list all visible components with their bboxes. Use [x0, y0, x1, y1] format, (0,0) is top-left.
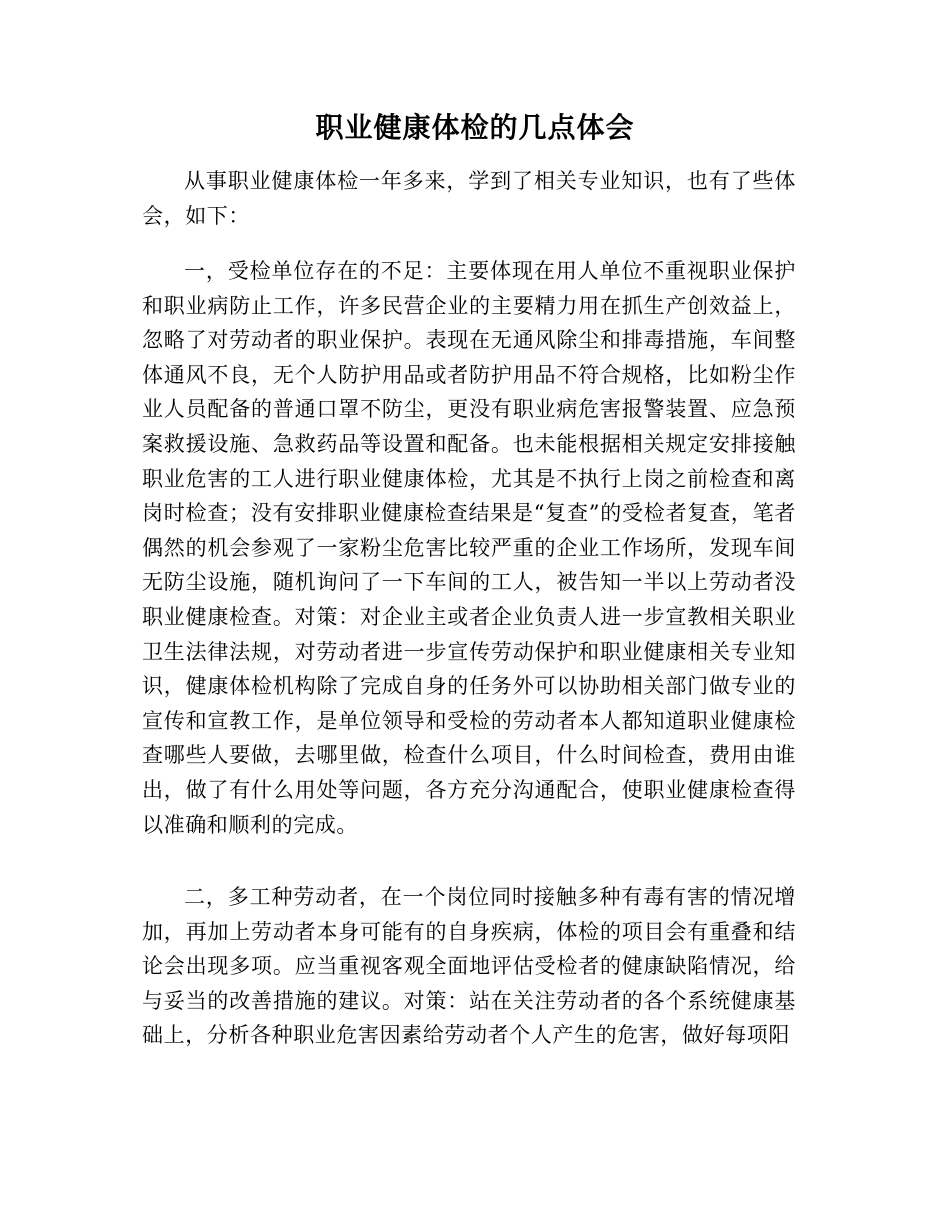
- paragraph-intro: 从事职业健康体检一年多来，学到了相关专业知识，也有了些体会，如下：: [142, 169, 796, 228]
- document-title: 职业健康体检的几点体会: [315, 111, 635, 144]
- paragraph-section-two: 二，多工种劳动者，在一个岗位同时接触多种有毒有害的情况增加，再加上劳动者本身可能有的自身疾病，体检的项目会有重叠和结论会出现多项。应当重视客观全面地评估受检者的健康缺陷情况，给与妥当的改善措施的建议。对策：站在关注劳动者的各个系统健康基础上，分析各种职业危害因素给劳动者个人产生的危害，做好每项阳: [142, 885, 796, 1048]
- paragraph-section-one: 一，受检单位存在的不足：主要体现在用人单位不重视职业保护和职业病防止工作，许多民营企业的主要精力用在抓生产创效益上，忽略了对劳动者的职业保护。表现在无通风除尘和排毒措施，车间整体通风不良，无个人防护用品或者防护用品不符合规格，比如粉尘作业人员配备的普通口罩不防尘，更没有职业病危害报警装置、应急预案救援设施、急救药品等设置和配备。也未能根据相关规定安排接触职业危害的工人进行职业健康体检，尤其是不执行上岗之前检查和离岗时检查；没有安排职业健康检查结果是“复查”的受检者复查，笔者偶然的机会参观了一家粉尘危害比较严重的企业工作场所，发现车间无防尘设施，随机询问了一下车间的工人，被告知一半以上劳动者没职业健康检查。对策：对企业主或者企业负责人进一步宣教相关职业卫生法律法规，对劳动者进一步宣传劳动保护和职业健康相关专业知识，健康体检机构除了完成自身的任务外可以协助相关部门做专业的宣传和宣教工作，是单位领导和受检的劳动者本人都知道职业健康检查哪些人要做，去哪里做，检查什么项目，什么时间检查，费用由谁出，做了有什么用处等问题，各方充分沟通配合，使职业健康检查得以准确和顺利的完成。: [142, 259, 796, 837]
